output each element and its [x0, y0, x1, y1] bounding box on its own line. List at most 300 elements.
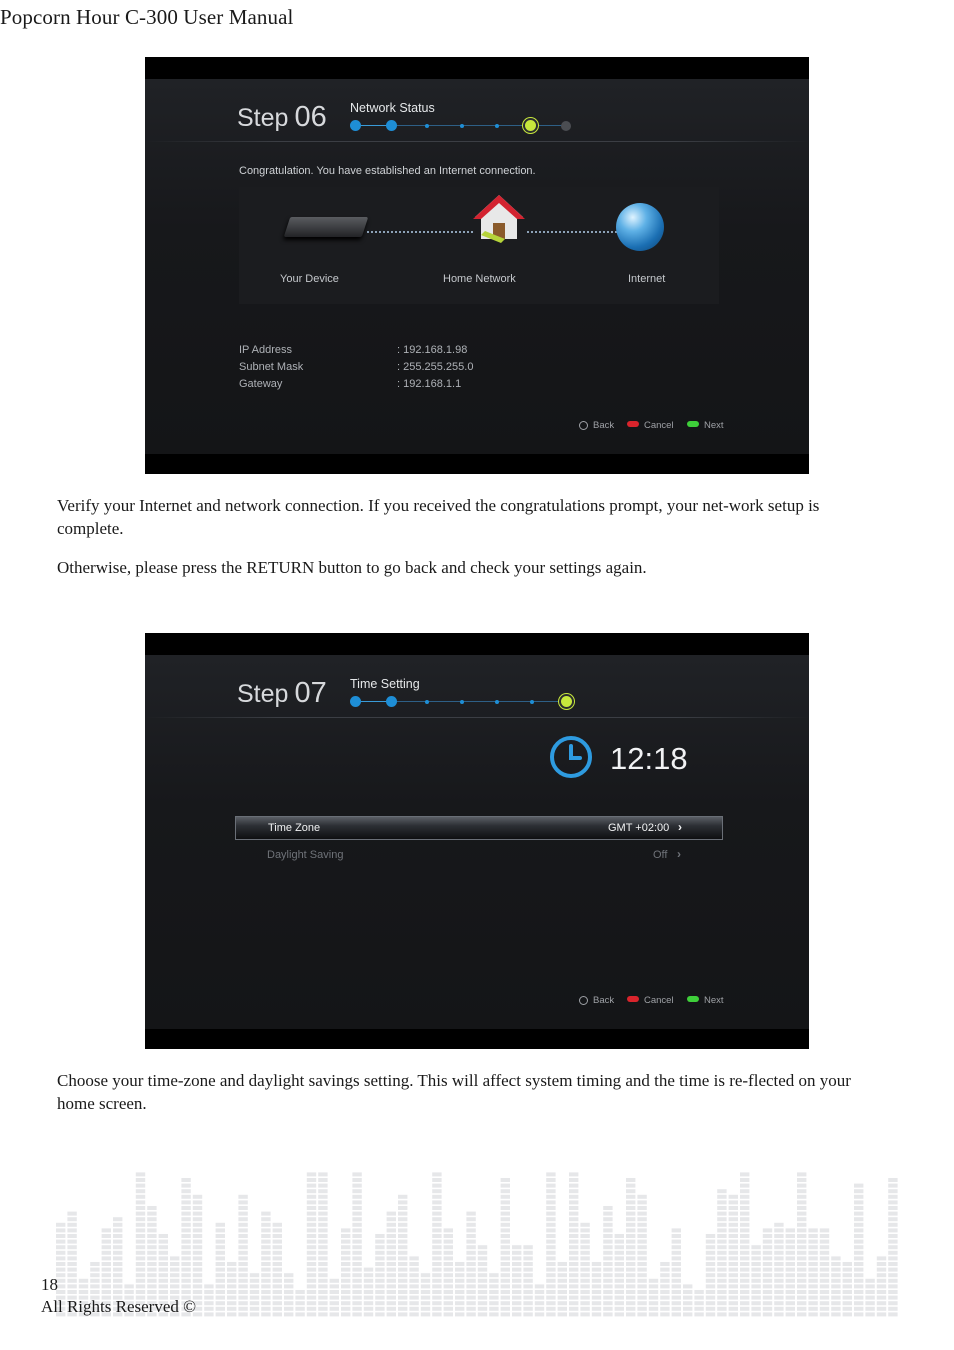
- equalizer-cell: [546, 1273, 555, 1277]
- equalizer-cell: [512, 1251, 521, 1255]
- equalizer-cell: [318, 1240, 327, 1244]
- equalizer-cell: [341, 1307, 350, 1311]
- equalizer-cell: [56, 1234, 65, 1238]
- progress-dot: [350, 696, 361, 707]
- equalizer-cell: [865, 1284, 874, 1288]
- equalizer-cell: [797, 1290, 806, 1294]
- equalizer-cell: [398, 1223, 407, 1227]
- document-header: Popcorn Hour C-300 User Manual: [0, 5, 294, 29]
- equalizer-cell: [352, 1307, 361, 1311]
- equalizer-cell: [455, 1262, 464, 1266]
- back-hint[interactable]: Back: [579, 420, 614, 431]
- equalizer-cell: [729, 1228, 738, 1232]
- equalizer-cell: [808, 1284, 817, 1288]
- header-divider: [145, 717, 809, 718]
- step-number: 06: [294, 101, 327, 133]
- equalizer-cell: [352, 1189, 361, 1193]
- equalizer-cell: [626, 1206, 635, 1210]
- equalizer-cell: [786, 1307, 795, 1311]
- equalizer-cell: [432, 1284, 441, 1288]
- equalizer-cell: [740, 1284, 749, 1288]
- equalizer-cell: [854, 1256, 863, 1260]
- equalizer-cell: [147, 1290, 156, 1294]
- equalizer-cell: [660, 1268, 669, 1272]
- equalizer-cell: [273, 1307, 282, 1311]
- equalizer-cell: [831, 1307, 840, 1311]
- equalizer-cell: [637, 1290, 646, 1294]
- equalizer-cell: [786, 1240, 795, 1244]
- equalizer-cell: [774, 1284, 783, 1288]
- equalizer-cell: [318, 1301, 327, 1305]
- equalizer-cell: [193, 1284, 202, 1288]
- equalizer-cell: [546, 1312, 555, 1316]
- equalizer-cell: [261, 1312, 270, 1316]
- equalizer-cell: [375, 1256, 384, 1260]
- equalizer-cell: [364, 1312, 373, 1316]
- equalizer-cell: [273, 1273, 282, 1277]
- equalizer-cell: [466, 1228, 475, 1232]
- equalizer-cell: [352, 1279, 361, 1283]
- equalizer-cell: [774, 1273, 783, 1277]
- equalizer-cell: [250, 1312, 259, 1316]
- progress-dot: [495, 700, 499, 704]
- equalizer-cell: [307, 1178, 316, 1182]
- equalizer-cell: [136, 1268, 145, 1272]
- equalizer-cell: [706, 1296, 715, 1300]
- equalizer-cell: [660, 1312, 669, 1316]
- equalizer-cell: [751, 1268, 760, 1272]
- equalizer-cell: [295, 1307, 304, 1311]
- equalizer-cell: [888, 1223, 897, 1227]
- equalizer-cell: [877, 1273, 886, 1277]
- equalizer-cell: [888, 1228, 897, 1232]
- equalizer-cell: [706, 1301, 715, 1305]
- equalizer-cell: [90, 1284, 99, 1288]
- equalizer-cell: [238, 1240, 247, 1244]
- equalizer-cell: [535, 1307, 544, 1311]
- equalizer-cell: [238, 1200, 247, 1204]
- equalizer-cell: [147, 1245, 156, 1249]
- equalizer-cell: [717, 1268, 726, 1272]
- equalizer-cell: [774, 1251, 783, 1255]
- equalizer-cell: [569, 1279, 578, 1283]
- equalizer-cell: [261, 1212, 270, 1216]
- equalizer-cell: [261, 1273, 270, 1277]
- equalizer-cell: [569, 1200, 578, 1204]
- equalizer-cell: [751, 1251, 760, 1255]
- equalizer-cell: [626, 1251, 635, 1255]
- next-hint[interactable]: Next: [687, 420, 724, 431]
- equalizer-cell: [501, 1296, 510, 1300]
- equalizer-cell: [330, 1301, 339, 1305]
- equalizer-cell: [649, 1307, 658, 1311]
- equalizer-cell: [820, 1296, 829, 1300]
- equalizer-cell: [854, 1200, 863, 1204]
- equalizer-cell: [786, 1228, 795, 1232]
- equalizer-cell: [307, 1234, 316, 1238]
- equalizer-cell: [820, 1268, 829, 1272]
- equalizer-cell: [535, 1290, 544, 1294]
- equalizer-cell: [273, 1296, 282, 1300]
- back-hint[interactable]: Back: [579, 995, 614, 1006]
- progress-dot: [425, 124, 429, 128]
- equalizer-cell: [238, 1268, 247, 1272]
- equalizer-cell: [877, 1284, 886, 1288]
- equalizer-cell: [740, 1262, 749, 1266]
- equalizer-cell: [523, 1279, 532, 1283]
- equalizer-cell: [170, 1290, 179, 1294]
- equalizer-cell: [535, 1284, 544, 1288]
- equalizer-cell: [432, 1223, 441, 1227]
- equalizer-cell: [580, 1268, 589, 1272]
- equalizer-cell: [432, 1240, 441, 1244]
- equalizer-cell: [273, 1312, 282, 1316]
- equalizer-cell: [854, 1195, 863, 1199]
- clock-time: 12:18: [610, 741, 688, 776]
- equalizer-cell: [706, 1279, 715, 1283]
- equalizer-cell: [603, 1296, 612, 1300]
- equalizer-cell: [216, 1307, 225, 1311]
- paragraph-timezone: Choose your time-zone and daylight savings setting. This will affect system timing and the time is re-flected on your home screen.: [57, 1071, 851, 1113]
- equalizer-cell: [159, 1290, 168, 1294]
- equalizer-cell: [580, 1307, 589, 1311]
- equalizer-cell: [626, 1262, 635, 1266]
- equalizer-cell: [124, 1284, 133, 1288]
- equalizer-cell: [774, 1223, 783, 1227]
- equalizer-cell: [466, 1217, 475, 1221]
- equalizer-cell: [204, 1301, 213, 1305]
- equalizer-cell: [808, 1268, 817, 1272]
- equalizer-cell: [729, 1273, 738, 1277]
- next-hint[interactable]: Next: [687, 995, 724, 1006]
- equalizer-cell: [843, 1284, 852, 1288]
- equalizer-cell: [854, 1206, 863, 1210]
- equalizer-cell: [238, 1273, 247, 1277]
- network-status-panel: [145, 79, 809, 454]
- equalizer-cell: [854, 1273, 863, 1277]
- equalizer-cell: [501, 1195, 510, 1199]
- equalizer-cell: [444, 1262, 453, 1266]
- time-zone-label: Time Zone: [268, 822, 321, 834]
- equalizer-cell: [375, 1240, 384, 1244]
- equalizer-cell: [273, 1251, 282, 1255]
- equalizer-cell: [729, 1223, 738, 1227]
- equalizer-cell: [797, 1307, 806, 1311]
- equalizer-cell: [786, 1312, 795, 1316]
- equalizer-cell: [501, 1290, 510, 1294]
- equalizer-cell: [843, 1273, 852, 1277]
- equalizer-cell: [569, 1184, 578, 1188]
- equalizer-cell: [159, 1284, 168, 1288]
- equalizer-cell: [409, 1290, 418, 1294]
- subnet-mask-label: Subnet Mask: [239, 361, 304, 373]
- equalizer-cell: [523, 1251, 532, 1255]
- equalizer-cell: [501, 1206, 510, 1210]
- equalizer-cell: [740, 1290, 749, 1294]
- equalizer-cell: [763, 1279, 772, 1283]
- equalizer-cell: [387, 1290, 396, 1294]
- equalizer-cell: [147, 1234, 156, 1238]
- button-legend: [145, 420, 809, 434]
- equalizer-cell: [558, 1307, 567, 1311]
- equalizer-cell: [706, 1290, 715, 1294]
- equalizer-cell: [67, 1290, 76, 1294]
- equalizer-cell: [888, 1234, 897, 1238]
- equalizer-cell: [375, 1290, 384, 1294]
- equalizer-cell: [501, 1273, 510, 1277]
- equalizer-cell: [421, 1301, 430, 1305]
- equalizer-cell: [284, 1312, 293, 1316]
- equalizer-cell: [421, 1312, 430, 1316]
- equalizer-cell: [786, 1234, 795, 1238]
- equalizer-cell: [67, 1240, 76, 1244]
- equalizer-cell: [615, 1268, 624, 1272]
- equalizer-cell: [854, 1234, 863, 1238]
- equalizer-cell: [352, 1268, 361, 1272]
- equalizer-cell: [79, 1279, 88, 1283]
- equalizer-cell: [181, 1290, 190, 1294]
- equalizer-cell: [786, 1245, 795, 1249]
- equalizer-cell: [227, 1268, 236, 1272]
- equalizer-cell: [398, 1234, 407, 1238]
- equalizer-cell: [694, 1307, 703, 1311]
- equalizer-cell: [580, 1279, 589, 1283]
- equalizer-cell: [159, 1279, 168, 1283]
- equalizer-cell: [877, 1262, 886, 1266]
- equalizer-cell: [580, 1223, 589, 1227]
- equalizer-cell: [113, 1268, 122, 1272]
- internet-globe-icon: [616, 203, 664, 251]
- equalizer-cell: [56, 1256, 65, 1260]
- equalizer-cell: [102, 1268, 111, 1272]
- equalizer-cell: [352, 1312, 361, 1316]
- equalizer-cell: [580, 1273, 589, 1277]
- equalizer-cell: [375, 1245, 384, 1249]
- equalizer-cell: [466, 1284, 475, 1288]
- daylight-saving-row[interactable]: [235, 844, 723, 868]
- equalizer-cell: [478, 1301, 487, 1305]
- equalizer-cell: [284, 1301, 293, 1305]
- equalizer-cell: [478, 1251, 487, 1255]
- equalizer-cell: [888, 1262, 897, 1266]
- equalizer-cell: [740, 1189, 749, 1193]
- time-zone-row[interactable]: [235, 816, 723, 840]
- equalizer-cell: [888, 1212, 897, 1216]
- equalizer-cell: [603, 1223, 612, 1227]
- equalizer-cell: [318, 1284, 327, 1288]
- equalizer-cell: [580, 1245, 589, 1249]
- equalizer-cell: [580, 1251, 589, 1255]
- equalizer-cell: [227, 1279, 236, 1283]
- equalizer-cell: [888, 1189, 897, 1193]
- equalizer-cell: [660, 1273, 669, 1277]
- equalizer-cell: [808, 1245, 817, 1249]
- equalizer-cell: [626, 1256, 635, 1260]
- equalizer-cell: [877, 1256, 886, 1260]
- equalizer-cell: [501, 1262, 510, 1266]
- equalizer-cell: [843, 1307, 852, 1311]
- equalizer-cell: [672, 1268, 681, 1272]
- equalizer-cell: [569, 1284, 578, 1288]
- equalizer-cell: [261, 1251, 270, 1255]
- equalizer-cell: [330, 1312, 339, 1316]
- equalizer-cell: [740, 1223, 749, 1227]
- equalizer-cell: [432, 1172, 441, 1176]
- equalizer-cell: [523, 1301, 532, 1305]
- equalizer-cell: [626, 1212, 635, 1216]
- equalizer-cell: [421, 1290, 430, 1294]
- equalizer-cell: [56, 1228, 65, 1232]
- equalizer-cell: [626, 1200, 635, 1204]
- equalizer-cell: [672, 1245, 681, 1249]
- equalizer-cell: [615, 1312, 624, 1316]
- equalizer-cell: [90, 1290, 99, 1294]
- equalizer-cell: [512, 1256, 521, 1260]
- equalizer-cell: [888, 1290, 897, 1294]
- equalizer-cell: [432, 1307, 441, 1311]
- equalizer-cell: [409, 1307, 418, 1311]
- equalizer-cell: [455, 1284, 464, 1288]
- equalizer-cell: [831, 1262, 840, 1266]
- equalizer-cell: [877, 1296, 886, 1300]
- equalizer-cell: [603, 1279, 612, 1283]
- equalizer-cell: [193, 1217, 202, 1221]
- equalizer-cell: [398, 1228, 407, 1232]
- equalizer-cell: [535, 1296, 544, 1300]
- equalizer-cell: [523, 1273, 532, 1277]
- equalizer-cell: [888, 1307, 897, 1311]
- equalizer-cell: [546, 1279, 555, 1283]
- equalizer-cell: [444, 1234, 453, 1238]
- equalizer-cell: [580, 1284, 589, 1288]
- equalizer-cell: [717, 1290, 726, 1294]
- connection-line: [527, 231, 617, 233]
- equalizer-cell: [569, 1206, 578, 1210]
- equalizer-cell: [466, 1279, 475, 1283]
- equalizer-cell: [444, 1290, 453, 1294]
- equalizer-cell: [341, 1296, 350, 1300]
- equalizer-cell: [341, 1290, 350, 1294]
- equalizer-cell: [216, 1284, 225, 1288]
- equalizer-cell: [330, 1307, 339, 1311]
- equalizer-cell: [375, 1262, 384, 1266]
- equalizer-cell: [147, 1251, 156, 1255]
- equalizer-cell: [546, 1234, 555, 1238]
- equalizer-cell: [466, 1312, 475, 1316]
- equalizer-cell: [843, 1296, 852, 1300]
- ip-address-label: IP Address: [239, 344, 292, 356]
- cancel-hint[interactable]: Cancel: [627, 420, 674, 431]
- step-label: Step 07: [237, 677, 327, 709]
- equalizer-cell: [364, 1279, 373, 1283]
- equalizer-cell: [409, 1284, 418, 1288]
- equalizer-cell: [854, 1217, 863, 1221]
- equalizer-cell: [569, 1212, 578, 1216]
- equalizer-cell: [603, 1273, 612, 1277]
- equalizer-cell: [786, 1268, 795, 1272]
- equalizer-cell: [877, 1268, 886, 1272]
- equalizer-cell: [729, 1290, 738, 1294]
- equalizer-cell: [466, 1256, 475, 1260]
- equalizer-cell: [717, 1307, 726, 1311]
- equalizer-cell: [307, 1189, 316, 1193]
- equalizer-cell: [364, 1268, 373, 1272]
- equalizer-cell: [307, 1184, 316, 1188]
- equalizer-cell: [706, 1262, 715, 1266]
- equalizer-cell: [637, 1240, 646, 1244]
- equalizer-cell: [854, 1307, 863, 1311]
- equalizer-cell: [740, 1200, 749, 1204]
- equalizer-cell: [603, 1245, 612, 1249]
- equalizer-cell: [432, 1195, 441, 1199]
- equalizer-cell: [398, 1301, 407, 1305]
- progress-dot-current: [525, 120, 536, 131]
- equalizer-cell: [763, 1228, 772, 1232]
- equalizer-cell: [706, 1307, 715, 1311]
- equalizer-cell: [136, 1240, 145, 1244]
- equalizer-cell: [763, 1262, 772, 1266]
- equalizer-cell: [387, 1312, 396, 1316]
- screen-top-bar: [145, 633, 809, 655]
- equalizer-cell: [626, 1273, 635, 1277]
- equalizer-cell: [375, 1284, 384, 1288]
- equalizer-cell: [204, 1284, 213, 1288]
- cancel-hint[interactable]: Cancel: [627, 995, 674, 1006]
- equalizer-cell: [113, 1245, 122, 1249]
- equalizer-cell: [147, 1228, 156, 1232]
- equalizer-cell: [387, 1245, 396, 1249]
- screen-bottom-bar: [145, 1029, 809, 1049]
- equalizer-cell: [637, 1307, 646, 1311]
- equalizer-cell: [295, 1312, 304, 1316]
- equalizer-cell: [307, 1312, 316, 1316]
- equalizer-cell: [250, 1290, 259, 1294]
- equalizer-cell: [387, 1234, 396, 1238]
- device-icon: [284, 217, 368, 237]
- equalizer-cell: [660, 1262, 669, 1266]
- equalizer-cell: [740, 1307, 749, 1311]
- equalizer-cell: [102, 1245, 111, 1249]
- equalizer-cell: [546, 1284, 555, 1288]
- equalizer-cell: [478, 1256, 487, 1260]
- equalizer-cell: [102, 1284, 111, 1288]
- chevron-right-icon: ›: [677, 847, 681, 861]
- equalizer-cell: [717, 1212, 726, 1216]
- equalizer-cell: [592, 1312, 601, 1316]
- equalizer-cell: [831, 1256, 840, 1260]
- equalizer-cell: [102, 1240, 111, 1244]
- equalizer-cell: [888, 1245, 897, 1249]
- equalizer-cell: [147, 1273, 156, 1277]
- equalizer-cell: [147, 1284, 156, 1288]
- equalizer-cell: [216, 1251, 225, 1255]
- equalizer-cell: [341, 1228, 350, 1232]
- equalizer-cell: [501, 1184, 510, 1188]
- equalizer-cell: [238, 1217, 247, 1221]
- equalizer-cell: [546, 1206, 555, 1210]
- equalizer-cell: [261, 1301, 270, 1305]
- equalizer-cell: [398, 1200, 407, 1204]
- equalizer-cell: [729, 1251, 738, 1255]
- equalizer-cell: [546, 1268, 555, 1272]
- equalizer-cell: [227, 1307, 236, 1311]
- equalizer-cell: [512, 1262, 521, 1266]
- equalizer-cell: [626, 1296, 635, 1300]
- equalizer-cell: [512, 1268, 521, 1272]
- equalizer-cell: [580, 1301, 589, 1305]
- equalizer-cell: [546, 1189, 555, 1193]
- equalizer-cell: [238, 1251, 247, 1255]
